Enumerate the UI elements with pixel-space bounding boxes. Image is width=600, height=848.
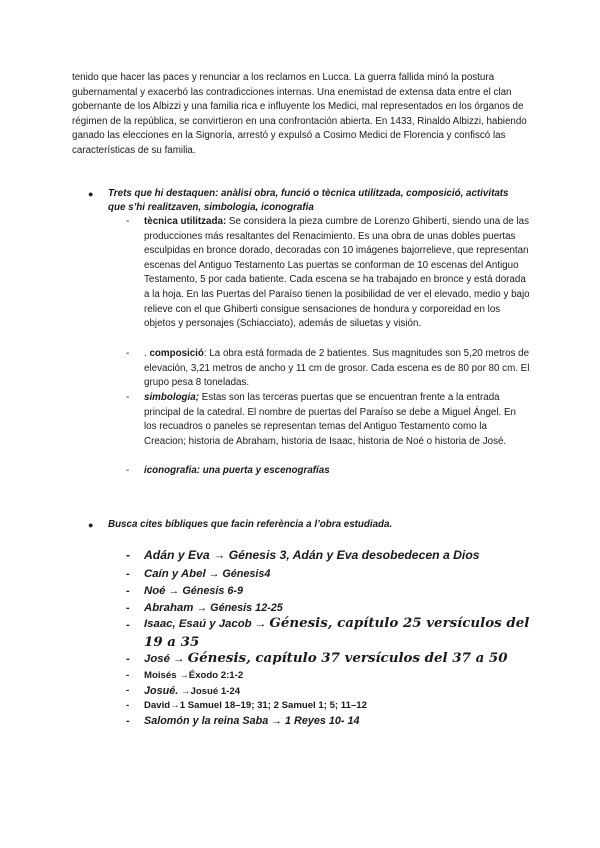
- citation-subject: José: [144, 653, 170, 665]
- bullet-features: [88, 187, 538, 217]
- dash-marker: -: [126, 619, 130, 631]
- sub-item-iconography: [126, 464, 530, 480]
- citation-reference: Génesis4: [222, 568, 271, 580]
- arrow-icon: →: [169, 653, 188, 665]
- citation-text: [144, 699, 530, 713]
- arrow-icon: →: [170, 700, 180, 711]
- citation-item: [126, 713, 530, 729]
- citation-text: [144, 713, 530, 729]
- citation-text: [144, 669, 530, 683]
- citation-subject: Adán y Eva: [144, 548, 210, 562]
- dash-marker: -: [126, 700, 130, 711]
- dash-marker: -: [126, 548, 131, 562]
- symbolism-text: Estas son las terceras puertas que se encuentran frente a la entrada principal de la catedral. El nombre de puertas del Paraíso se debe a Miguel Ángel. En los recuadros o paneles se representan temas del Antiguo Testamento como la Creacion; historia de Abraham, historia de Isaac, historia de Noé o historia de José.: [144, 392, 516, 447]
- citation-text: [144, 583, 530, 599]
- arrow-icon: →: [251, 618, 270, 630]
- arrow-icon: →: [193, 602, 211, 614]
- citation-item: [126, 684, 530, 698]
- dash-marker: -: [126, 653, 130, 665]
- citation-text: [144, 684, 530, 699]
- citation-item: [126, 583, 530, 599]
- arrow-icon: →: [209, 548, 229, 562]
- composition-prefix: .: [144, 348, 150, 359]
- arrow-icon: →: [178, 686, 191, 697]
- citation-reference: 1 Samuel 18–19; 31; 2 Samuel 1; 5; 11–12: [179, 700, 367, 711]
- citation-reference: Génesis, capítulo 25 versículos del 19 a 35: [144, 615, 530, 650]
- composition-label: composició: [149, 348, 204, 359]
- symbolism-label: simbologia;: [144, 392, 199, 403]
- citation-subject: Noé: [144, 585, 166, 597]
- sub-item-text: [144, 215, 530, 332]
- composition-text: : La obra está formada de 2 batientes. Sus magnitudes son 5,20 metros de elevación, 3,21 metros de ancho y 11 cm de grosor. Cada escena es de 80 por 80 cm. El grupo pesa 8 toneladas.: [144, 348, 530, 389]
- dash-marker: -: [126, 392, 130, 403]
- dash-marker: -: [126, 568, 130, 580]
- dash-marker: -: [126, 715, 130, 727]
- sub-item-text: [144, 391, 530, 449]
- citation-item: [126, 546, 530, 564]
- citation-text: [144, 649, 530, 669]
- arrow-icon: →: [205, 568, 223, 580]
- citation-item: [126, 566, 530, 582]
- citation-reference: Génesis 6-9: [182, 585, 243, 597]
- iconography-label: iconografia: una puerta y escenografías: [144, 465, 330, 476]
- arrow-icon: →: [165, 585, 183, 597]
- citation-item: [126, 649, 530, 669]
- dash-marker: -: [126, 670, 130, 681]
- citation-item: [126, 669, 530, 683]
- sub-item-technique: [126, 215, 530, 345]
- bullet-citations: [88, 518, 538, 534]
- citation-item: [126, 699, 530, 713]
- intro-paragraph: tenido que hacer las paces y renunciar a los reclamos en Lucca. La guerra fallida minó la postura gubernamental y exacerbó las contradicciones internas. Una enemistad de extensa data entre el clan gobernante de los Albizzi y una familia rica e influyente los Medici, mal representados en los órganos de régimen de la república, se convirtieron en una confrontación abierta. En 1433, Rinaldo Albizzi, habiendo ganado las elecciones en la Signoría, arrestó y expulsó a Cosimo Medici de Florencia y confiscó las características de su familia.: [72, 72, 527, 156]
- dash-marker: -: [126, 465, 130, 476]
- technique-text: Se considera la pieza cumbre de Lorenzo Ghiberti, siendo una de las producciones más resaltantes del Renacimiento. Es una obra de unas dobles puertas esculpidas en bronce dorado, decoradas con 10 imágenes bajorrelieve, que representan escenas del Antiguo Testamento Las puertas se conforman de 10 escenas del Antiguo Testamento, 5 por cada batiente. Cada escena se ha trabajado en bronce y está dorada a la hoja. En las Puertas del Paraíso tienen la posibilidad de ver el elevado, medio y bajo relieve con el que Ghiberti consigue sensaciones de hondura y corporeidad en los objetos y personajes (Schiacciato), además de siluetas y visión.: [144, 216, 530, 330]
- citation-reference: Génesis, capítulo 37 versículos del 37 a 50: [187, 650, 508, 666]
- citation-text: [144, 614, 530, 652]
- citation-reference: Génesis 3, Adán y Eva desobedecen a Dios: [228, 548, 480, 562]
- dash-marker: -: [126, 602, 130, 614]
- citation-reference: Josué 1-24: [190, 686, 241, 697]
- technique-label: tècnica utilitzada:: [144, 216, 227, 227]
- dash-marker: -: [126, 685, 130, 696]
- citation-reference: Éxodo 2:1-2: [188, 670, 244, 681]
- citation-subject: David: [144, 700, 171, 711]
- citation-subject: Caín y Abel: [144, 568, 206, 580]
- arrow-icon: →: [268, 715, 286, 727]
- dash-marker: -: [126, 216, 130, 227]
- citation-reference: Génesis 12-25: [210, 602, 283, 614]
- sub-item-symbolism: [126, 391, 530, 463]
- dash-marker: -: [126, 585, 130, 597]
- bullet-citations-title: Busca cites bíbliques que facin referència a l’obra estudiada.: [108, 519, 393, 530]
- citation-text: [144, 546, 530, 564]
- dash-marker: -: [126, 348, 130, 359]
- citation-item: [126, 614, 530, 650]
- citation-subject: Moisés: [144, 670, 177, 681]
- citation-subject: Josué.: [144, 685, 179, 697]
- citation-reference: 1 Reyes 10- 14: [285, 715, 360, 727]
- bullet-features-title: Trets que hi destaquen: anàlisi obra, funció o tècnica utilitzada, composició, activitats que s’hi realitzaven, simbologia, iconografia: [108, 188, 509, 214]
- citation-subject: Abraham: [144, 602, 194, 614]
- sub-item-text: [144, 347, 530, 391]
- arrow-icon: →: [176, 670, 189, 681]
- bullet-marker: ●: [88, 189, 94, 199]
- citation-subject: Isaac, Esaú y Jacob: [144, 618, 252, 630]
- bullet-marker: ●: [88, 520, 94, 530]
- citation-text: [144, 566, 530, 582]
- citation-subject: Salomón y la reina Saba: [144, 715, 269, 727]
